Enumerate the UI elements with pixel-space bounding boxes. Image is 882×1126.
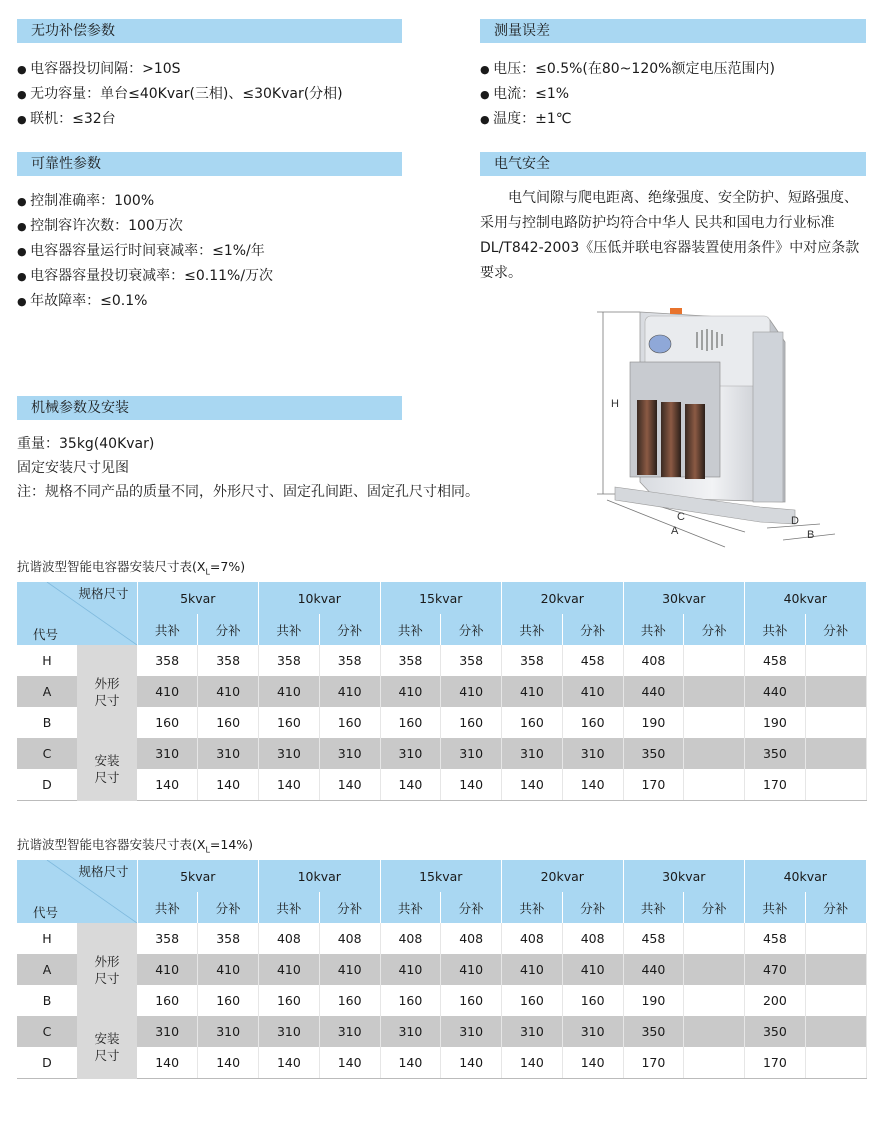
table-cell: 140: [441, 1047, 502, 1079]
table-cell: 190: [623, 707, 684, 738]
table-cell: 160: [562, 985, 623, 1016]
table-cell: 410: [441, 954, 502, 985]
row-code: B: [42, 993, 52, 1008]
mounting-line: 固定安装尺寸见图: [17, 460, 129, 476]
table-cell: 440: [623, 954, 684, 985]
row-code: H: [42, 653, 52, 668]
table-cell: 140: [502, 769, 563, 801]
measurement-error-list: [480, 57, 775, 132]
table-cell: 310: [259, 738, 320, 769]
table2-caption: 抗谐波型智能电容器安装尺寸表$(X_L=14\%)$: [17, 837, 254, 855]
sub-header: 分补: [198, 892, 259, 923]
table-cell: 440: [623, 676, 684, 707]
dimension-label-c: C: [677, 511, 685, 523]
table-cell: 140: [502, 1047, 563, 1079]
list-item: ● 联机：≤32台: [17, 107, 343, 132]
sub-header: 分补: [805, 892, 866, 923]
reactive-compensation-list: [17, 57, 343, 132]
sub-header: 分补: [319, 614, 380, 645]
mechanical-text: [17, 432, 479, 504]
table-cell: 408: [319, 923, 380, 954]
table-cell: 310: [259, 1016, 320, 1047]
table-cell: 310: [380, 1016, 441, 1047]
sub-header: 共补: [623, 614, 684, 645]
table-cell: 358: [380, 645, 441, 676]
table-cell: 408: [502, 923, 563, 954]
table-cell: 410: [319, 954, 380, 985]
table-cell: 410: [441, 676, 502, 707]
list-item: ● 控制容许次数：100万次: [17, 214, 273, 239]
table-cell: 140: [441, 769, 502, 801]
spec-header: 15kvar: [380, 582, 502, 614]
spec-header: 40kvar: [745, 860, 867, 892]
row-code: B: [42, 715, 52, 730]
sub-header: 共补: [137, 892, 198, 923]
table-cell: 410: [319, 676, 380, 707]
spec-header: 5kvar: [137, 860, 259, 892]
spec-header: 40kvar: [745, 582, 867, 614]
table-cell: 160: [137, 707, 198, 738]
table-cell: 190: [745, 707, 806, 738]
table-cell: 458: [745, 923, 806, 954]
table-cell: 200: [745, 985, 806, 1016]
table-cell: 160: [502, 985, 563, 1016]
reliability-list: [17, 189, 273, 314]
spec-header: 5kvar: [137, 582, 259, 614]
corner-code-label: 代号: [33, 627, 59, 642]
table-row: [17, 738, 866, 769]
coil: [637, 400, 657, 475]
table-cell: 310: [441, 738, 502, 769]
table-cell: 440: [745, 676, 806, 707]
row-code: A: [17, 676, 77, 707]
table-cell: 160: [198, 985, 259, 1016]
table-cell: [684, 1016, 745, 1047]
table-cell: 358: [319, 645, 380, 676]
table-cell: 410: [198, 954, 259, 985]
list-item: ● 电容器投切间隔：>10S: [17, 57, 343, 82]
table-cell: 160: [319, 707, 380, 738]
sub-header: 共补: [259, 892, 320, 923]
dimension-label-a: A: [671, 525, 679, 537]
sub-header: 分补: [319, 892, 380, 923]
table-cell: 358: [198, 645, 259, 676]
coil: [685, 404, 705, 479]
table-cell: [805, 1047, 866, 1079]
table-cell: 310: [502, 1016, 563, 1047]
sub-header: 共补: [259, 614, 320, 645]
corner-spec-label: 规格尺寸: [78, 864, 129, 879]
table-cell: 410: [198, 676, 259, 707]
table-cell: 358: [137, 923, 198, 954]
sub-header: 分补: [441, 892, 502, 923]
row-code: C: [17, 738, 77, 769]
table-cell: [805, 985, 866, 1016]
table-cell: 350: [623, 738, 684, 769]
coil: [661, 402, 681, 477]
table-cell: 170: [745, 769, 806, 801]
table-cell: 410: [562, 954, 623, 985]
table-cell: 358: [137, 645, 198, 676]
section-header-measurement-error: 测量误差: [480, 19, 866, 43]
table-cell: 350: [745, 1016, 806, 1047]
row-group-label: 外形尺寸: [77, 645, 137, 738]
table-cell: 170: [745, 1047, 806, 1079]
table-cell: 310: [198, 1016, 259, 1047]
row-code: A: [17, 954, 77, 985]
table-cell: 410: [380, 954, 441, 985]
spec-header: 30kvar: [623, 860, 745, 892]
sub-header: 共补: [380, 892, 441, 923]
table-cell: [805, 645, 866, 676]
table-row: [17, 923, 866, 954]
table-cell: 458: [562, 645, 623, 676]
table-cell: 358: [502, 645, 563, 676]
table-cell: 358: [441, 645, 502, 676]
table-cell: 140: [259, 769, 320, 801]
spec-header: 20kvar: [502, 582, 624, 614]
table-cell: 140: [137, 1047, 198, 1079]
spec-table-7pct: [17, 582, 867, 801]
table-cell: [805, 707, 866, 738]
table-row: [17, 1047, 866, 1079]
sub-header: 共补: [745, 892, 806, 923]
table-cell: 310: [441, 1016, 502, 1047]
table-cell: 170: [623, 1047, 684, 1079]
table-row: [17, 676, 866, 707]
sub-header: 共补: [137, 614, 198, 645]
table-cell: 140: [380, 1047, 441, 1079]
electrical-safety-text: 电气间隙与爬电距离、绝缘强度、安全防护、短路强度、采用与控制电路防护均符合中华人 民共和国电力行业标准DL/T842-2003《压低并联电容器装置使用条件》中对应条款要求。: [480, 190, 860, 281]
spec-header: 10kvar: [259, 582, 381, 614]
table-cell: 160: [380, 985, 441, 1016]
table-cell: 408: [259, 923, 320, 954]
dimension-label-d: D: [791, 515, 799, 527]
list-item: ● 电压：≤0.5%(在80~120%额定电压范围内): [480, 57, 775, 82]
table-cell: 410: [259, 676, 320, 707]
table-cell: 408: [380, 923, 441, 954]
spec-table-14pct: [17, 860, 867, 1079]
table-cell: 470: [745, 954, 806, 985]
table-cell: 458: [745, 645, 806, 676]
table-cell: 310: [562, 738, 623, 769]
sub-header: 共补: [745, 614, 806, 645]
table-cell: [805, 738, 866, 769]
table-cell: [684, 985, 745, 1016]
table-cell: 160: [502, 707, 563, 738]
table-cell: 160: [259, 707, 320, 738]
spec-header: 10kvar: [259, 860, 381, 892]
table-cell: 358: [259, 645, 320, 676]
table-cell: 350: [623, 1016, 684, 1047]
dimension-label-b: B: [807, 529, 815, 541]
table-cell: 190: [623, 985, 684, 1016]
table-cell: 408: [441, 923, 502, 954]
spec-header: 15kvar: [380, 860, 502, 892]
row-code: D: [17, 769, 77, 801]
table-cell: 410: [137, 676, 198, 707]
section-header-reliability: 可靠性参数: [17, 152, 402, 176]
table-cell: 358: [198, 923, 259, 954]
table-cell: 310: [137, 738, 198, 769]
table-cell: 310: [319, 738, 380, 769]
sub-header: 分补: [441, 614, 502, 645]
list-item: ● 年故障率：≤0.1%: [17, 289, 273, 314]
table-cell: 140: [380, 769, 441, 801]
table-cell: 160: [198, 707, 259, 738]
product-dimension-figure: [585, 302, 855, 550]
table-corner-header: [17, 582, 137, 645]
sub-header: 分补: [562, 892, 623, 923]
spec-header: 20kvar: [502, 860, 624, 892]
section-header-reactive-compensation: 无功补偿参数: [17, 19, 402, 43]
table-cell: 140: [198, 1047, 259, 1079]
table-cell: [805, 923, 866, 954]
corner-spec-label: 规格尺寸: [78, 586, 129, 601]
table-cell: 140: [137, 769, 198, 801]
table1-caption: 抗谐波型智能电容器安装尺寸表$(X_L=7\%)$: [17, 559, 246, 577]
note-line: 注：规格不同产品的质量不同，外形尺寸、固定孔间距、固定孔尺寸相同。: [17, 484, 479, 500]
table-row: [17, 954, 866, 985]
side-cover: [753, 332, 783, 502]
sub-header: 共补: [623, 892, 684, 923]
table-cell: 140: [319, 1047, 380, 1079]
table-cell: 410: [502, 954, 563, 985]
table-cell: 410: [502, 676, 563, 707]
section-header-mechanical: 机械参数及安装: [17, 396, 402, 420]
table-cell: 350: [745, 738, 806, 769]
table-cell: 160: [441, 707, 502, 738]
indicator-lamp: [649, 335, 671, 353]
row-code: D: [17, 1047, 77, 1079]
row-group-label: 安装尺寸: [77, 1016, 137, 1079]
table-cell: 310: [502, 738, 563, 769]
list-item: ● 电流：≤1%: [480, 82, 775, 107]
table-row: [17, 1016, 866, 1047]
table-cell: [684, 738, 745, 769]
weight-line: 重量：35kg(40Kvar): [17, 436, 155, 452]
table-cell: 410: [380, 676, 441, 707]
table-cell: 310: [319, 1016, 380, 1047]
sub-header: 共补: [502, 892, 563, 923]
table-cell: 410: [259, 954, 320, 985]
table-cell: [805, 769, 866, 801]
table-cell: 140: [562, 1047, 623, 1079]
table-cell: 170: [623, 769, 684, 801]
list-item: ● 温度：±1℃: [480, 107, 775, 132]
spec-header: 30kvar: [623, 582, 745, 614]
corner-code-label: 代号: [33, 905, 59, 920]
sub-header: 分补: [198, 614, 259, 645]
table-cell: 310: [562, 1016, 623, 1047]
table-cell: [684, 769, 745, 801]
list-item: ● 电容器容量运行时间衰减率：≤1%/年: [17, 239, 273, 264]
table-cell: 160: [259, 985, 320, 1016]
table-cell: 458: [623, 923, 684, 954]
table-row: [17, 985, 866, 1016]
sub-header: 分补: [684, 892, 745, 923]
table-cell: 160: [441, 985, 502, 1016]
table-cell: [684, 676, 745, 707]
table-cell: [684, 923, 745, 954]
row-group-label: 安装尺寸: [77, 738, 137, 801]
table-cell: 160: [562, 707, 623, 738]
table-cell: [805, 676, 866, 707]
table-cell: [684, 954, 745, 985]
list-item: ● 电容器容量投切衰减率：≤0.11%/万次: [17, 264, 273, 289]
list-item: ● 无功容量：单台≤40Kvar(三相)、≤30Kvar(分相): [17, 82, 343, 107]
table-cell: 140: [319, 769, 380, 801]
table-cell: 310: [198, 738, 259, 769]
table-cell: 408: [562, 923, 623, 954]
table-cell: 310: [137, 1016, 198, 1047]
table-cell: 410: [137, 954, 198, 985]
table-cell: 310: [380, 738, 441, 769]
sub-header: 共补: [380, 614, 441, 645]
table-cell: [684, 1047, 745, 1079]
table-cell: [805, 1016, 866, 1047]
table-cell: [684, 707, 745, 738]
row-code: H: [42, 931, 52, 946]
sub-header: 分补: [805, 614, 866, 645]
table-cell: 160: [137, 985, 198, 1016]
table-cell: 410: [562, 676, 623, 707]
table-cell: 160: [380, 707, 441, 738]
table-cell: [805, 954, 866, 985]
list-item: ● 控制准确率：100%: [17, 189, 273, 214]
orange-tab: [670, 308, 682, 314]
dimension-label-h: H: [611, 398, 619, 410]
table-cell: 408: [623, 645, 684, 676]
table-corner-header: [17, 860, 137, 923]
row-group-label: 外形尺寸: [77, 923, 137, 1016]
table-cell: 140: [562, 769, 623, 801]
table-row: [17, 645, 866, 676]
table-cell: 160: [319, 985, 380, 1016]
table-row: [17, 769, 866, 801]
table-cell: 140: [198, 769, 259, 801]
table-cell: 140: [259, 1047, 320, 1079]
table-row: [17, 707, 866, 738]
sub-header: 分补: [562, 614, 623, 645]
sub-header: 分补: [684, 614, 745, 645]
section-header-electrical-safety: 电气安全: [480, 152, 866, 176]
sub-header: 共补: [502, 614, 563, 645]
row-code: C: [17, 1016, 77, 1047]
table-cell: [684, 645, 745, 676]
